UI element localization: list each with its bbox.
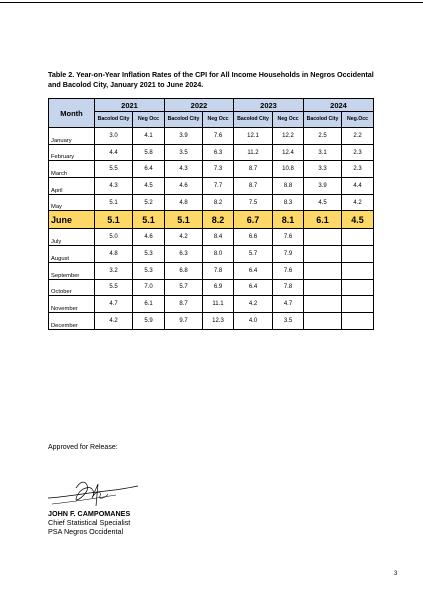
table-row xyxy=(49,279,374,296)
value-cell: 6.4 xyxy=(133,161,165,178)
value-cell: 8.3 xyxy=(273,194,304,211)
value-cell: 12.4 xyxy=(273,144,304,161)
value-cell: 7.8 xyxy=(203,262,234,279)
value-cell: 3.0 xyxy=(95,128,133,145)
value-cell xyxy=(304,296,342,313)
sub-header-negocc: Neg Occ xyxy=(203,112,234,128)
value-cell: 8.1 xyxy=(273,211,304,229)
value-cell: 4.7 xyxy=(95,296,133,313)
approved-label: Approved for Release: xyxy=(48,444,118,451)
value-cell: 5.0 xyxy=(95,229,133,246)
value-cell: 4.6 xyxy=(133,229,165,246)
value-cell: 4.1 xyxy=(133,128,165,145)
value-cell: 4.5 xyxy=(342,211,374,229)
table-row xyxy=(49,211,374,229)
value-cell: 3.1 xyxy=(304,144,342,161)
value-cell: 7.3 xyxy=(203,161,234,178)
signatory-position: Chief Statistical Specialist xyxy=(48,518,131,527)
month-cell: April xyxy=(49,178,95,195)
value-cell: 4.0 xyxy=(234,312,273,329)
value-cell: 8.4 xyxy=(203,229,234,246)
month-cell: September xyxy=(49,262,95,279)
value-cell: 8.7 xyxy=(234,178,273,195)
value-cell: 12.3 xyxy=(203,312,234,329)
value-cell: 5.1 xyxy=(95,194,133,211)
value-cell: 7.6 xyxy=(203,128,234,145)
value-cell xyxy=(342,229,374,246)
page-number: 3 xyxy=(394,571,398,577)
signatory-office: PSA Negros Occidental xyxy=(48,527,124,536)
year-header: 2022 xyxy=(165,99,234,112)
value-cell xyxy=(342,262,374,279)
value-cell: 12.1 xyxy=(234,128,273,145)
value-cell xyxy=(304,246,342,263)
value-cell: 6.3 xyxy=(165,246,203,263)
value-cell: 11.2 xyxy=(234,144,273,161)
value-cell: 8.8 xyxy=(273,178,304,195)
table-row xyxy=(49,161,374,178)
value-cell: 5.3 xyxy=(133,262,165,279)
table-row xyxy=(49,229,374,246)
value-cell: 4.2 xyxy=(95,312,133,329)
value-cell: 2.3 xyxy=(342,161,374,178)
value-cell xyxy=(304,312,342,329)
value-cell: 6.1 xyxy=(304,211,342,229)
value-cell: 4.2 xyxy=(165,229,203,246)
value-cell xyxy=(304,279,342,296)
sub-header-bacolod: Bacolod City xyxy=(95,112,133,128)
value-cell: 12.2 xyxy=(273,128,304,145)
value-cell xyxy=(342,246,374,263)
value-cell: 4.8 xyxy=(165,194,203,211)
value-cell: 6.9 xyxy=(203,279,234,296)
value-cell: 5.5 xyxy=(95,279,133,296)
value-cell: 5.7 xyxy=(165,279,203,296)
signature-image xyxy=(46,476,141,512)
value-cell: 5.1 xyxy=(165,211,203,229)
value-cell: 5.2 xyxy=(133,194,165,211)
month-cell: May xyxy=(49,194,95,211)
value-cell: 3.9 xyxy=(304,178,342,195)
table-body xyxy=(49,128,374,330)
value-cell: 4.4 xyxy=(95,144,133,161)
value-cell: 4.6 xyxy=(165,178,203,195)
value-cell: 6.7 xyxy=(234,211,273,229)
value-cell: 7.8 xyxy=(273,279,304,296)
top-border-line xyxy=(0,2,423,3)
value-cell: 3.9 xyxy=(165,128,203,145)
value-cell: 10.8 xyxy=(273,161,304,178)
value-cell xyxy=(342,279,374,296)
sub-header-bacolod: Bacolod City xyxy=(165,112,203,128)
year-header: 2021 xyxy=(95,99,165,112)
value-cell xyxy=(342,312,374,329)
value-cell: 8.7 xyxy=(234,161,273,178)
month-header: Month xyxy=(49,99,95,128)
value-cell: 4.3 xyxy=(165,161,203,178)
sub-header-bacolod: Bacolod City xyxy=(234,112,273,128)
year-header: 2024 xyxy=(304,99,374,112)
value-cell xyxy=(304,262,342,279)
value-cell: 4.2 xyxy=(342,194,374,211)
value-cell: 4.8 xyxy=(95,246,133,263)
value-cell: 8.2 xyxy=(203,194,234,211)
value-cell xyxy=(304,229,342,246)
value-cell: 9.7 xyxy=(165,312,203,329)
value-cell: 7.6 xyxy=(273,262,304,279)
value-cell: 4.5 xyxy=(304,194,342,211)
value-cell: 6.1 xyxy=(133,296,165,313)
value-cell: 5.1 xyxy=(95,211,133,229)
value-cell xyxy=(342,296,374,313)
month-cell: August xyxy=(49,246,95,263)
value-cell: 7.9 xyxy=(273,246,304,263)
sub-header-negocc: Neg.Occ xyxy=(342,112,374,128)
table-row xyxy=(49,128,374,145)
value-cell: 7.0 xyxy=(133,279,165,296)
value-cell: 4.5 xyxy=(133,178,165,195)
value-cell: 2.5 xyxy=(304,128,342,145)
value-cell: 5.3 xyxy=(133,246,165,263)
table-row xyxy=(49,312,374,329)
value-cell: 8.2 xyxy=(203,211,234,229)
value-cell: 11.1 xyxy=(203,296,234,313)
value-cell: 5.8 xyxy=(133,144,165,161)
sub-header-negocc: Neg Occ xyxy=(133,112,165,128)
inflation-table xyxy=(48,98,374,330)
value-cell: 5.5 xyxy=(95,161,133,178)
year-header: 2023 xyxy=(234,99,304,112)
table-row xyxy=(49,246,374,263)
value-cell: 6.4 xyxy=(234,262,273,279)
table-title: Table 2. Year-on-Year Inflation Rates of the CPI for All Income Households in Negros Occidental and Bacolod City, January 2021 to June 2024. xyxy=(48,70,374,89)
sub-header-negocc: Neg Occ xyxy=(273,112,304,128)
value-cell: 6.4 xyxy=(234,279,273,296)
month-cell: November xyxy=(49,296,95,313)
month-cell: December xyxy=(49,312,95,329)
value-cell: 8.7 xyxy=(165,296,203,313)
month-cell: January xyxy=(49,128,95,145)
value-cell: 3.5 xyxy=(273,312,304,329)
value-cell: 5.7 xyxy=(234,246,273,263)
value-cell: 4.2 xyxy=(234,296,273,313)
value-cell: 6.6 xyxy=(234,229,273,246)
value-cell: 6.8 xyxy=(165,262,203,279)
signatory-name: JOHN F. CAMPOMANES xyxy=(48,509,131,518)
value-cell: 6.3 xyxy=(203,144,234,161)
table-row xyxy=(49,262,374,279)
value-cell: 5.9 xyxy=(133,312,165,329)
value-cell: 5.1 xyxy=(133,211,165,229)
table-row xyxy=(49,296,374,313)
month-cell: June xyxy=(49,211,95,229)
value-cell: 3.2 xyxy=(95,262,133,279)
value-cell: 3.3 xyxy=(304,161,342,178)
value-cell: 2.3 xyxy=(342,144,374,161)
table-row xyxy=(49,194,374,211)
month-cell: March xyxy=(49,161,95,178)
value-cell: 3.5 xyxy=(165,144,203,161)
value-cell: 4.4 xyxy=(342,178,374,195)
value-cell: 4.7 xyxy=(273,296,304,313)
month-cell: July xyxy=(49,229,95,246)
value-cell: 7.7 xyxy=(203,178,234,195)
table-row xyxy=(49,144,374,161)
sub-header-bacolod: Bacolod City xyxy=(304,112,342,128)
value-cell: 7.5 xyxy=(234,194,273,211)
month-cell: October xyxy=(49,279,95,296)
value-cell: 8.0 xyxy=(203,246,234,263)
month-cell: February xyxy=(49,144,95,161)
value-cell: 2.2 xyxy=(342,128,374,145)
table-row xyxy=(49,178,374,195)
value-cell: 4.3 xyxy=(95,178,133,195)
value-cell: 7.6 xyxy=(273,229,304,246)
